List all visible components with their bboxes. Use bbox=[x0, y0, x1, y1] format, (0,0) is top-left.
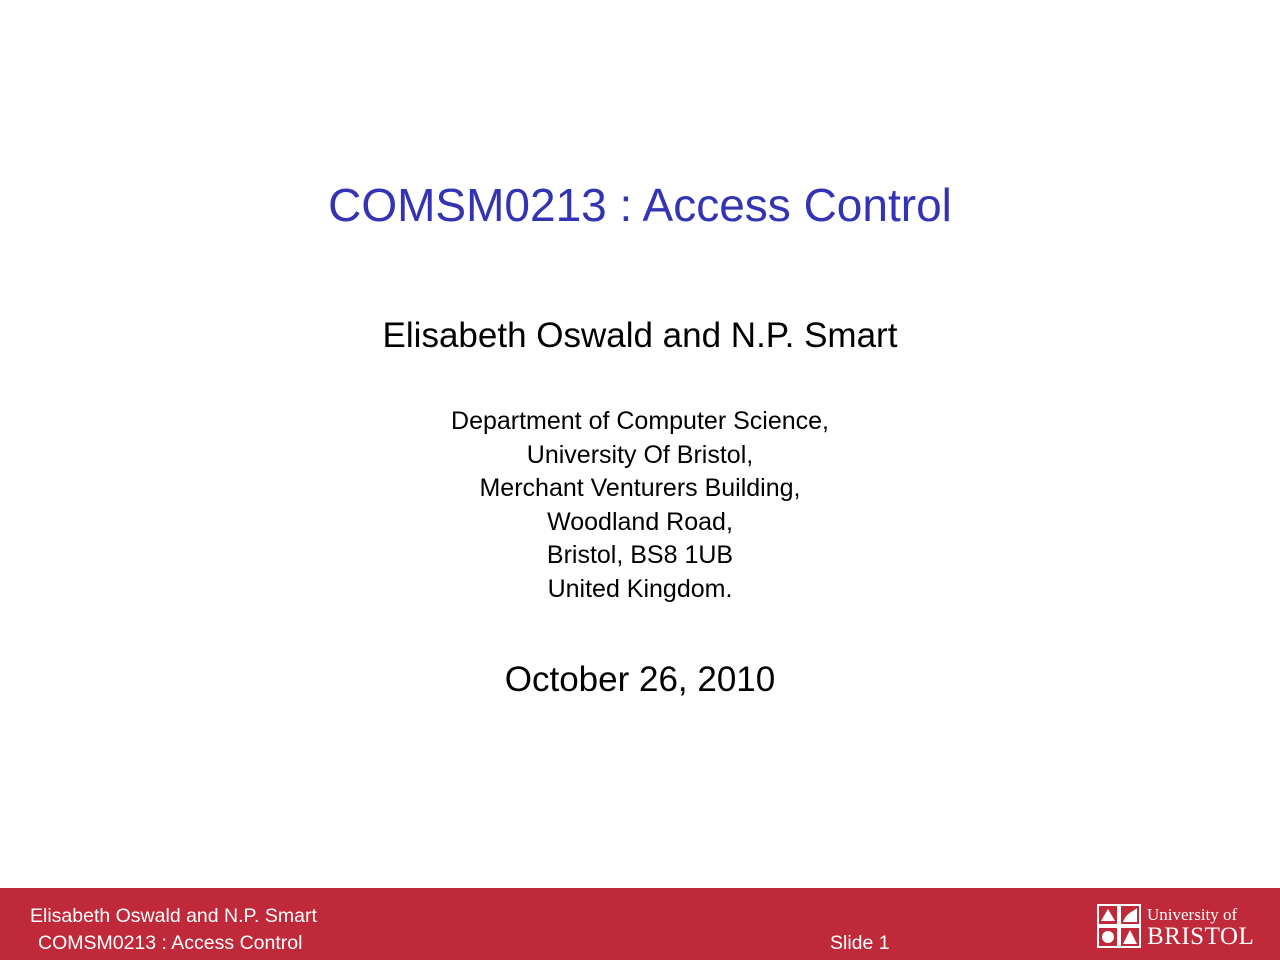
university-logo bbox=[1097, 904, 1257, 950]
address-line: Department of Computer Science, bbox=[451, 407, 829, 435]
logo-line-1: University of bbox=[1147, 905, 1238, 924]
author-address bbox=[0, 405, 1280, 606]
logo-wordmark bbox=[1147, 905, 1254, 949]
footer-course: COMSM0213 : Access Control bbox=[38, 932, 303, 954]
address-line: Merchant Venturers Building, bbox=[479, 474, 801, 502]
slide-footer bbox=[0, 888, 1280, 960]
university-crest-icon bbox=[1097, 904, 1141, 948]
address-line: University Of Bristol, bbox=[526, 440, 754, 469]
address-line: Woodland Road, bbox=[547, 507, 733, 536]
logo-line-2: BRISTOL bbox=[1147, 923, 1255, 950]
slide-title: COMSM0213 : Access Control bbox=[328, 179, 952, 231]
footer-info bbox=[30, 903, 317, 957]
address-line: Bristol, BS8 1UB bbox=[546, 541, 734, 569]
address-line: United Kingdom. bbox=[547, 574, 733, 603]
slide-date: October 26, 2010 bbox=[504, 660, 776, 699]
slide-authors: Elisabeth Oswald and N.P. Smart bbox=[382, 316, 898, 355]
slide-number: Slide 1 bbox=[830, 932, 890, 954]
footer-authors: Elisabeth Oswald and N.P. Smart bbox=[30, 905, 317, 927]
